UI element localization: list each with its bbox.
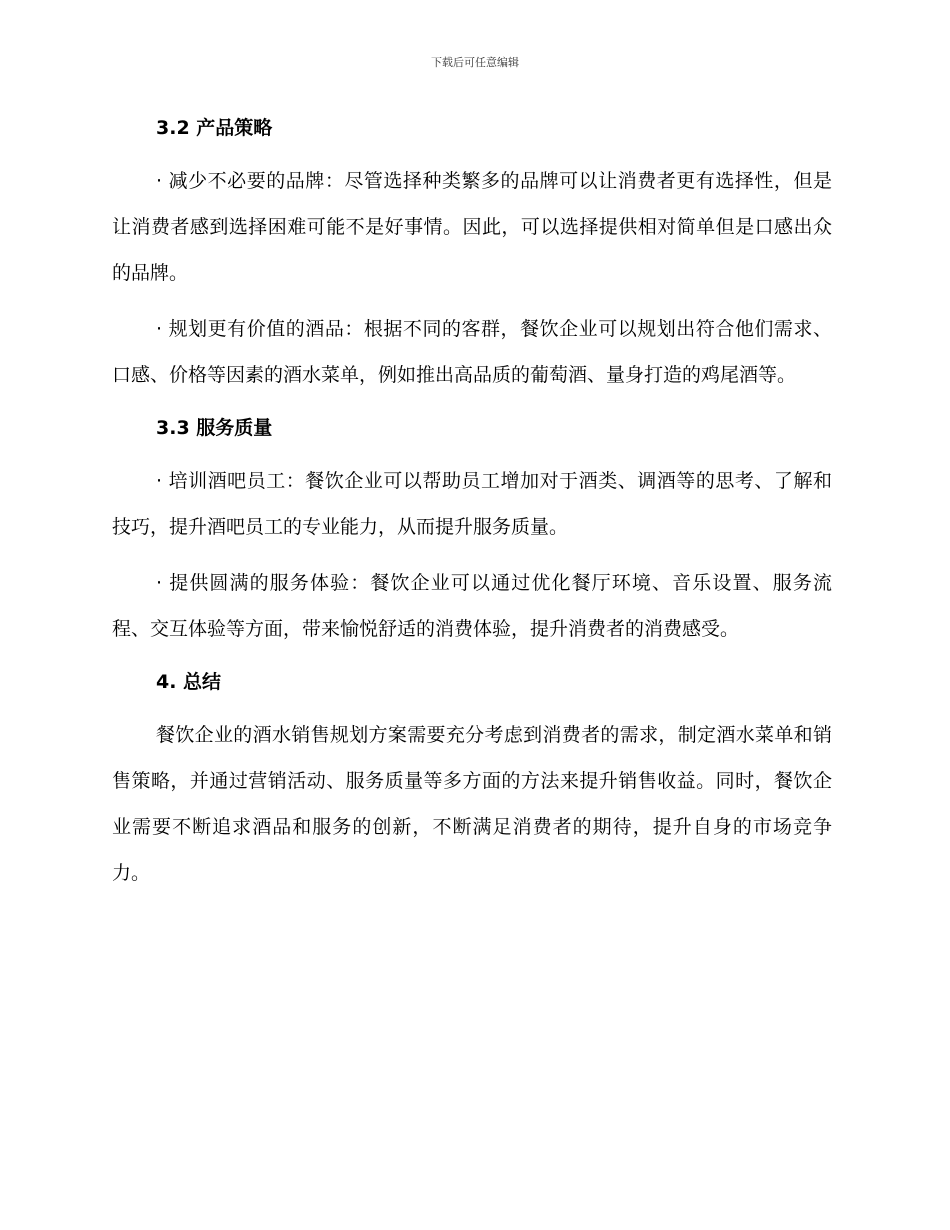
section-heading-summary: 4. 总结 (156, 671, 222, 693)
document-body (112, 110, 832, 896)
page-header-note: 下载后可任意编辑 (431, 56, 519, 69)
paragraph-train-bar-staff: · 培训酒吧员工：餐饮企业可以帮助员工增加对于酒类、调酒等的思考、了解和技巧，提升酒吧员工的专业能力，从而提升服务质量。 (112, 470, 832, 538)
paragraph-service-experience: · 提供圆满的服务体验：餐饮企业可以通过优化餐厅环境、音乐设置、服务流程、交互体验等方面，带来愉悦舒适的消费体验，提升消费者的消费感受。 (112, 572, 832, 640)
paragraph-reduce-brands: · 减少不必要的品牌：尽管选择种类繁多的品牌可以让消费者更有选择性，但是让消费者感到选择困难可能不是好事情。因此，可以选择提供相对简单但是口感出众的品牌。 (112, 170, 832, 284)
section-heading-service-quality: 3.3 服务质量 (156, 417, 273, 439)
paragraph-plan-valuable-drinks: · 规划更有价值的酒品：根据不同的客群，餐饮企业可以规划出符合他们需求、口感、价格等因素的酒水菜单，例如推出高品质的葡萄酒、量身打造的鸡尾酒等。 (112, 318, 832, 386)
paragraph-summary: 餐饮企业的酒水销售规划方案需要充分考虑到消费者的需求，制定酒水菜单和销售策略，并通过营销活动、服务质量等多方面的方法来提升销售收益。同时，餐饮企业需要不断追求酒品和服务的创新，不断满足消费者的期待，提升自身的市场竞争力。 (112, 724, 832, 884)
section-heading-product-strategy: 3.2 产品策略 (156, 117, 273, 139)
